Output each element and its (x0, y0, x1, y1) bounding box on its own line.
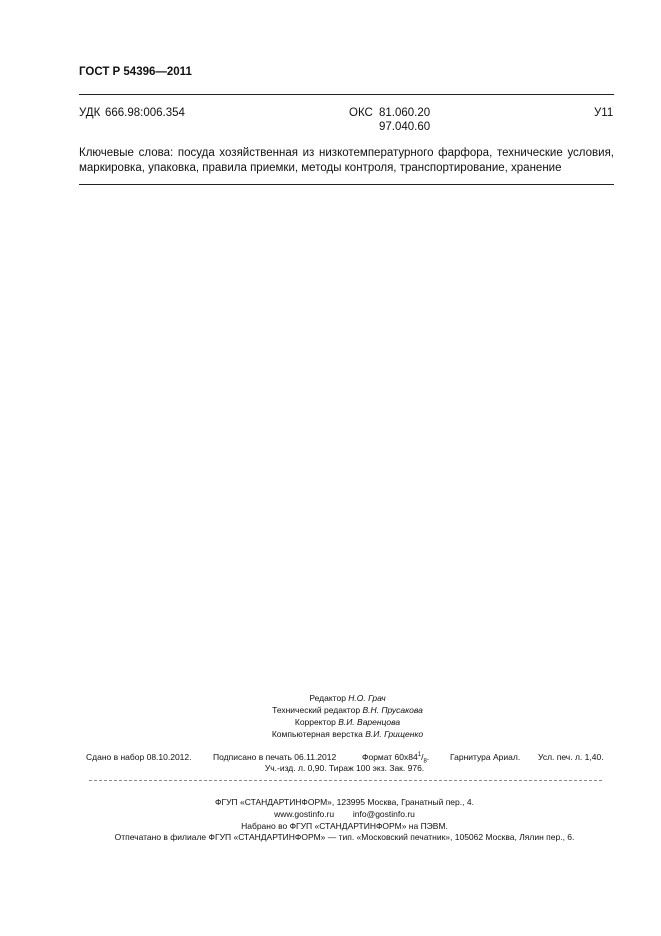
imprint-typeface: Гарнитура Ариал. (450, 752, 521, 762)
credit-name: Н.О. Грач (348, 693, 386, 703)
publisher-website: www.gostinfo.ru (274, 809, 335, 819)
credit-proofreader (17, 717, 661, 727)
credit-role: Технический редактор (272, 705, 361, 715)
credit-editor (17, 693, 661, 703)
header-rule (79, 94, 614, 95)
format-prefix: Формат 60х84 (362, 752, 418, 762)
imprint-line2: Уч.-изд. л. 0,90. Тираж 100 экз. Зак. 976. (264, 763, 425, 773)
imprint-divider (89, 780, 602, 781)
publisher-printed: Отпечатано в филиале ФГУП «СТАНДАРТИНФОРМ» — тип. «Московский печатник», 105062 Москва, Лялин пер., 6. (114, 832, 575, 842)
imprint-format: Формат $60х84^1/_8$. (362, 752, 430, 765)
oks-code-1: 81.060.20 (379, 107, 431, 119)
imprint-signed: Подписано в печать 06.11.2012 (213, 752, 337, 762)
credit-name: В.И. Варенцова (338, 717, 401, 727)
standard-header: ГОСТ Р 54396—2011 (79, 66, 192, 78)
imprint-print-sheets: Усл. печ. л. 1,40. (538, 752, 604, 762)
credit-tech-editor (17, 705, 661, 715)
udc-code: 666.98:006.354 (105, 107, 185, 119)
credit-role: Компьютерная верстка (271, 729, 363, 739)
group-code: У11 (594, 107, 614, 119)
publisher-email: info@gostinfo.ru (352, 809, 415, 819)
oks-code-2: 97.040.60 (379, 121, 431, 133)
format-sup: 1 (417, 752, 422, 759)
oks-label: ОКС (349, 107, 373, 119)
keywords-paragraph: Ключевые слова: посуда хозяйственная из низкотемпературного фарфора, технические условия, маркировка, упаковка, правила приемки, методы контроля, транспортирование, хранение (79, 147, 614, 174)
credit-name: В.Н. Прусакова (362, 705, 423, 715)
publisher-typeset: Набрано во ФГУП «СТАНДАРТИНФОРМ» на ПЭВМ. (241, 821, 448, 831)
format-suffix: . (426, 752, 430, 762)
publisher-address: ФГУП «СТАНДАРТИНФОРМ», 123995 Москва, Гранатный пер., 4. (215, 797, 474, 807)
credit-role: Корректор (294, 717, 336, 727)
credit-role: Редактор (309, 693, 346, 703)
publisher-contacts (14, 809, 661, 819)
imprint-submitted: Сдано в набор 08.10.2012. (86, 752, 192, 762)
keywords-rule (79, 184, 614, 185)
udc-label: УДК (79, 107, 101, 119)
credit-name: В.И. Грищенко (365, 729, 424, 739)
format-sub: 8 (423, 758, 427, 765)
credit-layout (17, 729, 661, 739)
